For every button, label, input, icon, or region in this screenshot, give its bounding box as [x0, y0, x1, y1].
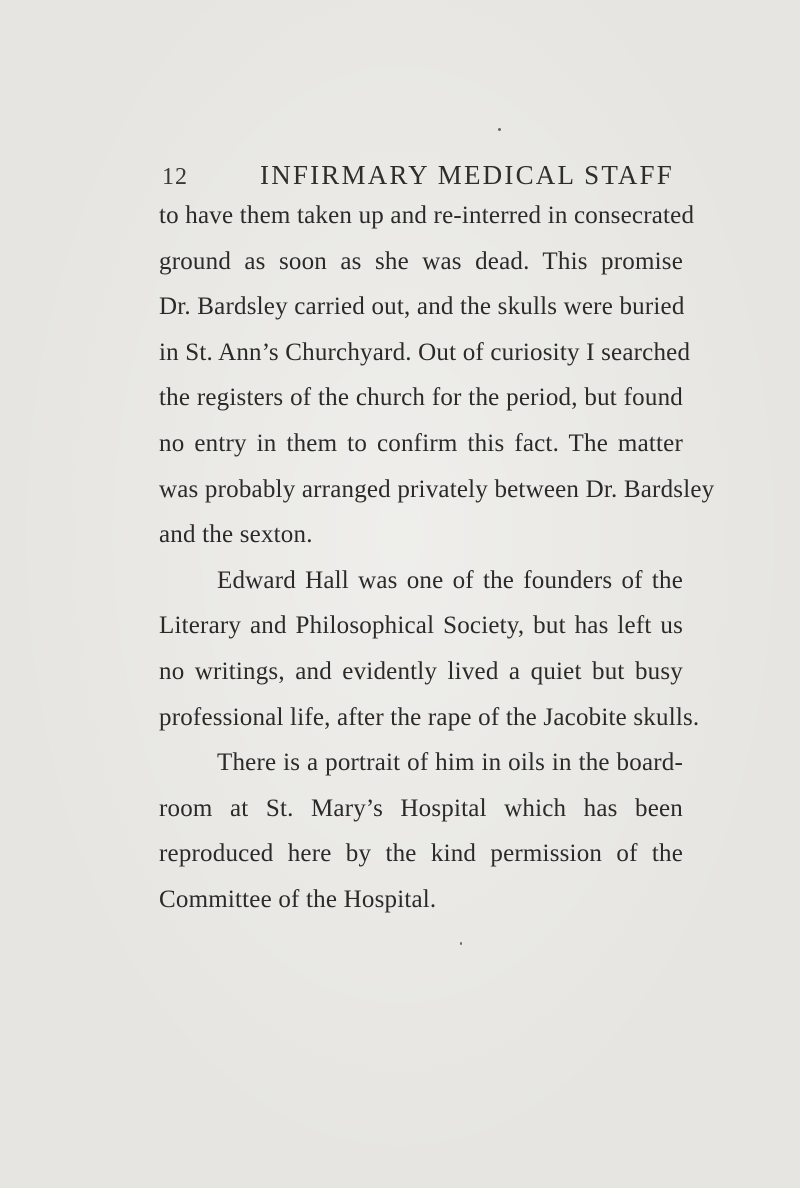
running-title: INFIRMARY MEDICAL STAFF [260, 160, 674, 190]
paragraph-start-line: Edward Hall was one of the founders of the [217, 566, 683, 594]
text-line: no writings, and evidently lived a quiet but busy [159, 657, 683, 685]
page-number: 12 [162, 164, 188, 190]
paragraph-start-line: There is a portrait of him in oils in the board- [217, 749, 683, 777]
text-line: the registers of the church for the period, but found [159, 384, 683, 412]
text-line: reproduced here by the kind permission of the [159, 840, 683, 868]
text-line: room at St. Mary’s Hospital which has been [159, 794, 683, 822]
paper-speck [498, 128, 501, 131]
text-line: no entry in them to confirm this fact. The matter [159, 429, 683, 457]
text-line: Dr. Bardsley carried out, and the skulls were buried [159, 293, 685, 321]
running-head [0, 160, 800, 196]
text-line: and the sexton. [159, 521, 313, 549]
text-line: professional life, after the rape of the Jacobite skulls. [159, 703, 700, 731]
paper-speck [460, 942, 462, 945]
text-line: Committee of the Hospital. [159, 885, 437, 913]
text-line: in St. Ann’s Churchyard. Out of curiosity I searched [159, 338, 691, 366]
body-text [159, 193, 715, 923]
text-line: to have them taken up and re-interred in consecrated [159, 202, 695, 229]
text-line: Literary and Philosophical Society, but has left us [159, 612, 683, 640]
text-line: was probably arranged privately between Dr. Bardsley [159, 475, 715, 503]
text-line: ground as soon as she was dead. This promise [159, 247, 683, 275]
